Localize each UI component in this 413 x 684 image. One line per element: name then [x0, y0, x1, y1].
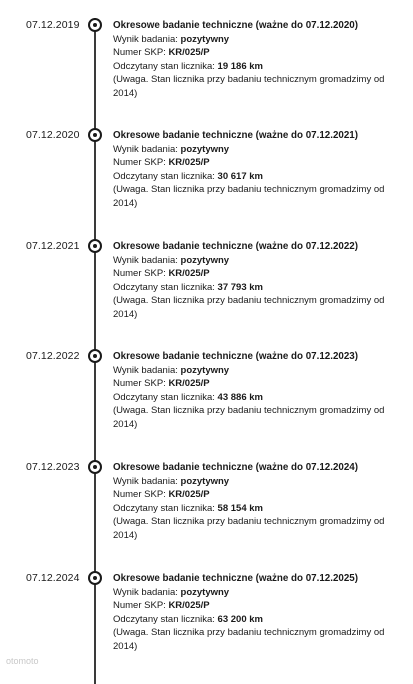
- skp-label: Numer SKP:: [113, 378, 169, 389]
- result-value: pozytywny: [180, 254, 230, 266]
- result-value: pozytywny: [180, 143, 230, 155]
- entry-title: Okresowe badanie techniczne (ważne do 07.12.2020): [113, 20, 359, 31]
- entry-title: Okresowe badanie techniczne (ważne do 07.12.2023): [113, 351, 359, 362]
- odometer-note: (Uwaga. Stan licznika przy badaniu technicznym gromadzimy od 2014): [113, 516, 385, 541]
- entry-content: [113, 240, 405, 321]
- odometer-row: [113, 60, 405, 74]
- result-label: Wynik badania:: [113, 475, 181, 487]
- odometer-value: 19 186 km: [217, 60, 263, 72]
- timeline-dot-icon: [88, 239, 102, 253]
- odometer-note: (Uwaga. Stan licznika przy badaniu technicznym gromadzimy od 2014): [113, 627, 385, 652]
- odometer-label: Odczytany stan licznika:: [113, 60, 218, 72]
- result-label: Wynik badania:: [113, 143, 181, 155]
- result-row: [113, 143, 405, 157]
- skp-row: [113, 46, 405, 60]
- odometer-note: (Uwaga. Stan licznika przy badaniu technicznym gromadzimy od 2014): [113, 184, 385, 209]
- result-value: pozytywny: [180, 33, 230, 45]
- timeline-dot-icon: [88, 128, 102, 142]
- odometer-value: 37 793 km: [217, 281, 263, 293]
- skp-row: [113, 599, 405, 613]
- odometer-row: [113, 391, 405, 405]
- result-row: [113, 475, 405, 489]
- timeline-dot-icon: [88, 18, 102, 32]
- odometer-value: 58 154 km: [217, 502, 263, 514]
- skp-label: Numer SKP:: [113, 268, 169, 279]
- entry-date: 07.12.2024: [26, 572, 80, 584]
- timeline-dot-icon: [88, 349, 102, 363]
- entry-title: Okresowe badanie techniczne (ważne do 07.12.2025): [113, 573, 359, 584]
- result-row: [113, 33, 405, 47]
- skp-row: [113, 488, 405, 502]
- entry-content: [113, 129, 405, 210]
- entry-content: [113, 19, 405, 100]
- watermark: otomoto: [6, 656, 39, 666]
- result-value: pozytywny: [180, 475, 230, 487]
- odometer-value: 63 200 km: [217, 613, 263, 625]
- odometer-label: Odczytany stan licznika:: [113, 281, 218, 293]
- skp-value: KR/025/P: [168, 600, 210, 611]
- result-value: pozytywny: [180, 364, 230, 376]
- odometer-value: 43 886 km: [217, 391, 263, 403]
- odometer-label: Odczytany stan licznika:: [113, 502, 218, 514]
- result-row: [113, 254, 405, 268]
- odometer-note: (Uwaga. Stan licznika przy badaniu technicznym gromadzimy od 2014): [113, 74, 385, 99]
- skp-label: Numer SKP:: [113, 489, 169, 500]
- skp-label: Numer SKP:: [113, 157, 169, 168]
- entry-content: [113, 461, 405, 542]
- skp-value: KR/025/P: [168, 47, 210, 58]
- odometer-row: [113, 170, 405, 184]
- skp-value: KR/025/P: [168, 268, 210, 279]
- entry-title: Okresowe badanie techniczne (ważne do 07.12.2022): [113, 241, 359, 252]
- odometer-label: Odczytany stan licznika:: [113, 170, 218, 182]
- result-row: [113, 364, 405, 378]
- entry-date: 07.12.2021: [26, 240, 80, 252]
- odometer-row: [113, 502, 405, 516]
- odometer-label: Odczytany stan licznika:: [113, 613, 218, 625]
- skp-row: [113, 267, 405, 281]
- entry-date: 07.12.2020: [26, 129, 80, 141]
- skp-value: KR/025/P: [168, 157, 210, 168]
- result-row: [113, 586, 405, 600]
- entry-content: [113, 572, 405, 653]
- odometer-row: [113, 281, 405, 295]
- result-value: pozytywny: [180, 586, 230, 598]
- result-label: Wynik badania:: [113, 364, 181, 376]
- odometer-note: (Uwaga. Stan licznika przy badaniu technicznym gromadzimy od 2014): [113, 405, 385, 430]
- odometer-row: [113, 613, 405, 627]
- skp-row: [113, 377, 405, 391]
- skp-value: KR/025/P: [168, 378, 210, 389]
- skp-value: KR/025/P: [168, 489, 210, 500]
- odometer-label: Odczytany stan licznika:: [113, 391, 218, 403]
- timeline-dot-icon: [88, 571, 102, 585]
- skp-label: Numer SKP:: [113, 47, 169, 58]
- result-label: Wynik badania:: [113, 586, 181, 598]
- skp-row: [113, 156, 405, 170]
- entry-title: Okresowe badanie techniczne (ważne do 07.12.2021): [113, 130, 359, 141]
- skp-label: Numer SKP:: [113, 600, 169, 611]
- odometer-note: (Uwaga. Stan licznika przy badaniu technicznym gromadzimy od 2014): [113, 295, 385, 320]
- result-label: Wynik badania:: [113, 33, 181, 45]
- result-label: Wynik badania:: [113, 254, 181, 266]
- entry-date: 07.12.2019: [26, 19, 80, 31]
- entry-title: Okresowe badanie techniczne (ważne do 07.12.2024): [113, 462, 359, 473]
- entry-content: [113, 350, 405, 431]
- entry-date: 07.12.2023: [26, 461, 80, 473]
- timeline-dot-icon: [88, 460, 102, 474]
- entry-date: 07.12.2022: [26, 350, 80, 362]
- odometer-value: 30 617 km: [217, 170, 263, 182]
